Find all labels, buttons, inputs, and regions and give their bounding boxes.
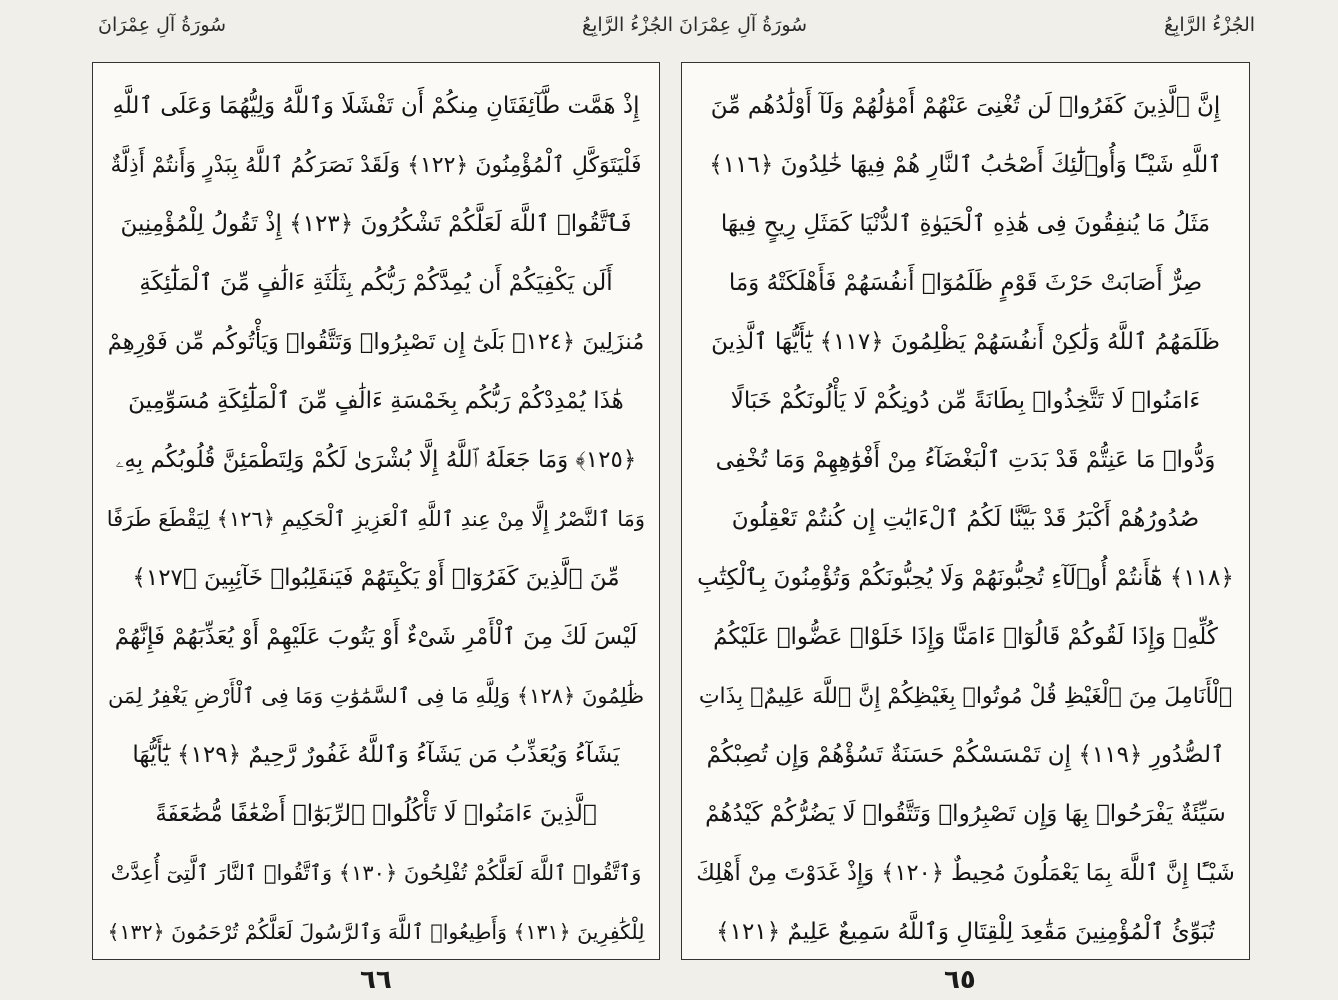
verse-line: فَٱتَّقُوا۟ ٱللَّهَ لَعَلَّكُمْ تَشْكُرُونَ ﴿١٢٣﴾ إِذْ تَقُولُ لِلْمُؤْمِنِينَ: [120, 211, 632, 237]
text-frame: [92, 62, 660, 960]
verse-line: هَٰذَا يُمْدِدْكُمْ رَبُّكُم بِخَمْسَةِ ءَالَٰفٍ مِّنَ ٱلْمَلَٰٓئِكَةِ مُسَوِّمِينَ: [128, 388, 624, 414]
verse-line: تُبَوِّئُ ٱلْمُؤْمِنِينَ مَقَٰعِدَ لِلْقِتَالِ وَٱللَّهُ سَمِيعٌ عَلِيمٌ ﴿١٢١﴾: [716, 919, 1215, 945]
surah-header: سُورَةُ آلِ عِمْرَانَ: [679, 14, 808, 36]
verse-line: ٱلَّذِينَ ءَامَنُوا۟ لَا تَأْكُلُوا۟ ٱلرِّبَوٰٓا۟ أَضْعَٰفًا مُّضَٰعَفَةً: [155, 801, 597, 827]
verse-line: كُلِّهِۦ وَإِذَا لَقُوكُمْ قَالُوٓا۟ ءَامَنَّا وَإِذَا خَلَوْا۟ عَضُّوا۟ عَلَيْكُمُ: [713, 624, 1218, 650]
verse-line: وَمَا ٱلنَّصْرُ إِلَّا مِنْ عِندِ ٱللَّهِ ٱلْعَزِيزِ ٱلْحَكِيمِ ﴿١٢٦﴾ لِيَقْطَعَ طَرَفًا: [107, 507, 645, 531]
surah-header: سُورَةُ آلِ عِمْرَانَ: [98, 14, 227, 36]
verse-lines: [696, 77, 1235, 949]
verse-line: فَلْيَتَوَكَّلِ ٱلْمُؤْمِنُونَ ﴿١٢٢﴾ وَلَقَدْ نَصَرَكُمُ ٱللَّهُ بِبَدْرٍ وَأَنتُمْ أَذِلَّةٌ: [110, 153, 642, 178]
verse-line: سَيِّئَةٌ يَفْرَحُوا۟ بِهَا وَإِن تَصْبِرُوا۟ وَتَتَّقُوا۟ لَا يَضُرُّكُمْ كَيْدُهُمْ: [705, 801, 1226, 827]
verse-line: وَدُّوا۟ مَا عَنِتُّمْ قَدْ بَدَتِ ٱلْبَغْضَآءُ مِنْ أَفْوَٰهِهِمْ وَمَا تُخْفِى: [715, 447, 1216, 473]
verse-line: شَيْـًٔا إِنَّ ٱللَّهَ بِمَا يَعْمَلُونَ مُحِيطٌ ﴿١٢٠﴾ وَإِذْ غَدَوْتَ مِنْ أَهْلِكَ: [696, 860, 1235, 886]
verse-line: لَيْسَ لَكَ مِنَ ٱلْأَمْرِ شَىْءٌ أَوْ يَتُوبَ عَلَيْهِمْ أَوْ يُعَذِّبَهُمْ فَإِنَّهُمْ: [114, 624, 638, 650]
verse-line: ظَلَمَهُمُ ٱللَّهُ وَلَٰكِنْ أَنفُسَهُمْ يَظْلِمُونَ ﴿١١٧﴾ يَٰٓأَيُّهَا ٱلَّذِينَ: [711, 329, 1220, 355]
juz-header: الجُزْءُ الرَّابِعُ: [582, 14, 674, 36]
verse-line: ٱلصُّدُورِ ﴿١١٩﴾ إِن تَمْسَسْكُمْ حَسَنَةٌ تَسُؤْهُمْ وَإِن تُصِبْكُمْ: [706, 742, 1225, 768]
verse-line: يَشَآءُ وَيُعَذِّبُ مَن يَشَآءُ وَٱللَّهُ غَفُورٌ رَّحِيمٌ ﴿١٢٩﴾ يَٰٓأَيُّهَا: [132, 742, 620, 768]
verse-line: صِرٌّ أَصَابَتْ حَرْثَ قَوْمٍ ظَلَمُوٓا۟ أَنفُسَهُمْ فَأَهْلَكَتْهُ وَمَا: [728, 270, 1203, 296]
verse-line: أَلَن يَكْفِيَكُمْ أَن يُمِدَّكُمْ رَبُّكُم بِثَلَٰثَةِ ءَالَٰفٍ مِّنَ ٱلْمَلَٰٓئِكَةِ: [139, 270, 613, 296]
verse-line: ﴿١١٨﴾ هَٰٓأَنتُمْ أُو۟لَآءِ تُحِبُّونَهُمْ وَلَا يُحِبُّونَكُمْ وَتُؤْمِنُونَ بِٱلْكِتَٰبِ: [697, 565, 1234, 591]
verse-line: إِنَّ ٱلَّذِينَ كَفَرُوا۟ لَن تُغْنِىَ عَنْهُمْ أَمْوَٰلُهُمْ وَلَآ أَوْلَٰدُهُم مِّنَ: [710, 93, 1221, 119]
verse-line: ٱللَّهِ شَيْـًٔا وَأُو۟لَٰٓئِكَ أَصْحَٰبُ ٱلنَّارِ هُمْ فِيهَا خَٰلِدُونَ ﴿١١٦﴾: [709, 152, 1222, 178]
verse-lines: [107, 77, 645, 949]
verse-line: مُنزَلِينَ ﴿١٢٤﴾ بَلَىٰٓ إِن تَصْبِرُوا۟ وَتَتَّقُوا۟ وَيَأْتُوكُم مِّن فَوْرِهِمْ: [107, 329, 645, 355]
verse-line: ءَامَنُوا۟ لَا تَتَّخِذُوا۟ بِطَانَةً مِّن دُونِكُمْ لَا يَأْلُونَكُمْ خَبَالًا: [730, 388, 1201, 414]
verse-line: ﴿١٢٥﴾ وَمَا جَعَلَهُ ٱللَّهُ إِلَّا بُشْرَىٰ لَكُمْ وَلِتَطْمَئِنَّ قُلُوبُكُم بِهِۦ: [115, 447, 637, 473]
verse-line: مِّنَ ٱلَّذِينَ كَفَرُوٓا۟ أَوْ يَكْبِتَهُمْ فَيَنقَلِبُوا۟ خَآئِبِينَ ﴿١٢٧﴾: [132, 565, 620, 591]
verse-line: إِذْ هَمَّت طَّآئِفَتَانِ مِنكُمْ أَن تَفْشَلَا وَٱللَّهُ وَلِيُّهُمَا وَعَلَى ٱللَّهِ: [112, 93, 640, 119]
juz-header: الجُزْءُ الرَّابِعُ: [1164, 14, 1256, 36]
text-frame: [681, 62, 1250, 960]
verse-line: لِلْكَٰفِرِينَ ﴿١٣١﴾ وَأَطِيعُوا۟ ٱللَّهَ وَٱلرَّسُولَ لَعَلَّكُمْ تُرْحَمُونَ ﴿١٣٢﴾: [107, 920, 645, 944]
verse-line: وَٱتَّقُوا۟ ٱللَّهَ لَعَلَّكُمْ تُفْلِحُونَ ﴿١٣٠﴾ وَٱتَّقُوا۟ ٱلنَّارَ ٱلَّتِىٓ أُعِدَّتْ: [110, 861, 642, 885]
page-number: ٦٥: [944, 965, 976, 995]
verse-line: مَثَلُ مَا يُنفِقُونَ فِى هَٰذِهِ ٱلْحَيَوٰةِ ٱلدُّنْيَا كَمَثَلِ رِيحٍ فِيهَا: [720, 211, 1211, 237]
right-page: [669, 0, 1338, 1000]
page-number: ٦٦: [360, 965, 392, 995]
verse-line: ٱلْأَنَامِلَ مِنَ ٱلْغَيْظِ قُلْ مُوتُوا۟ بِغَيْظِكُمْ إِنَّ ٱللَّهَ عَلِيمٌۢ بِذَاتِ: [698, 684, 1233, 709]
verse-line: ظَٰلِمُونَ ﴿١٢٨﴾ وَلِلَّهِ مَا فِى ٱلسَّمَٰوَٰتِ وَمَا فِى ٱلْأَرْضِ يَغْفِرُ لِمَن: [107, 684, 645, 708]
verse-line: صُدُورُهُمْ أَكْبَرُ قَدْ بَيَّنَّا لَكُمُ ٱلْءَايَٰتِ إِن كُنتُمْ تَعْقِلُونَ: [731, 506, 1200, 532]
